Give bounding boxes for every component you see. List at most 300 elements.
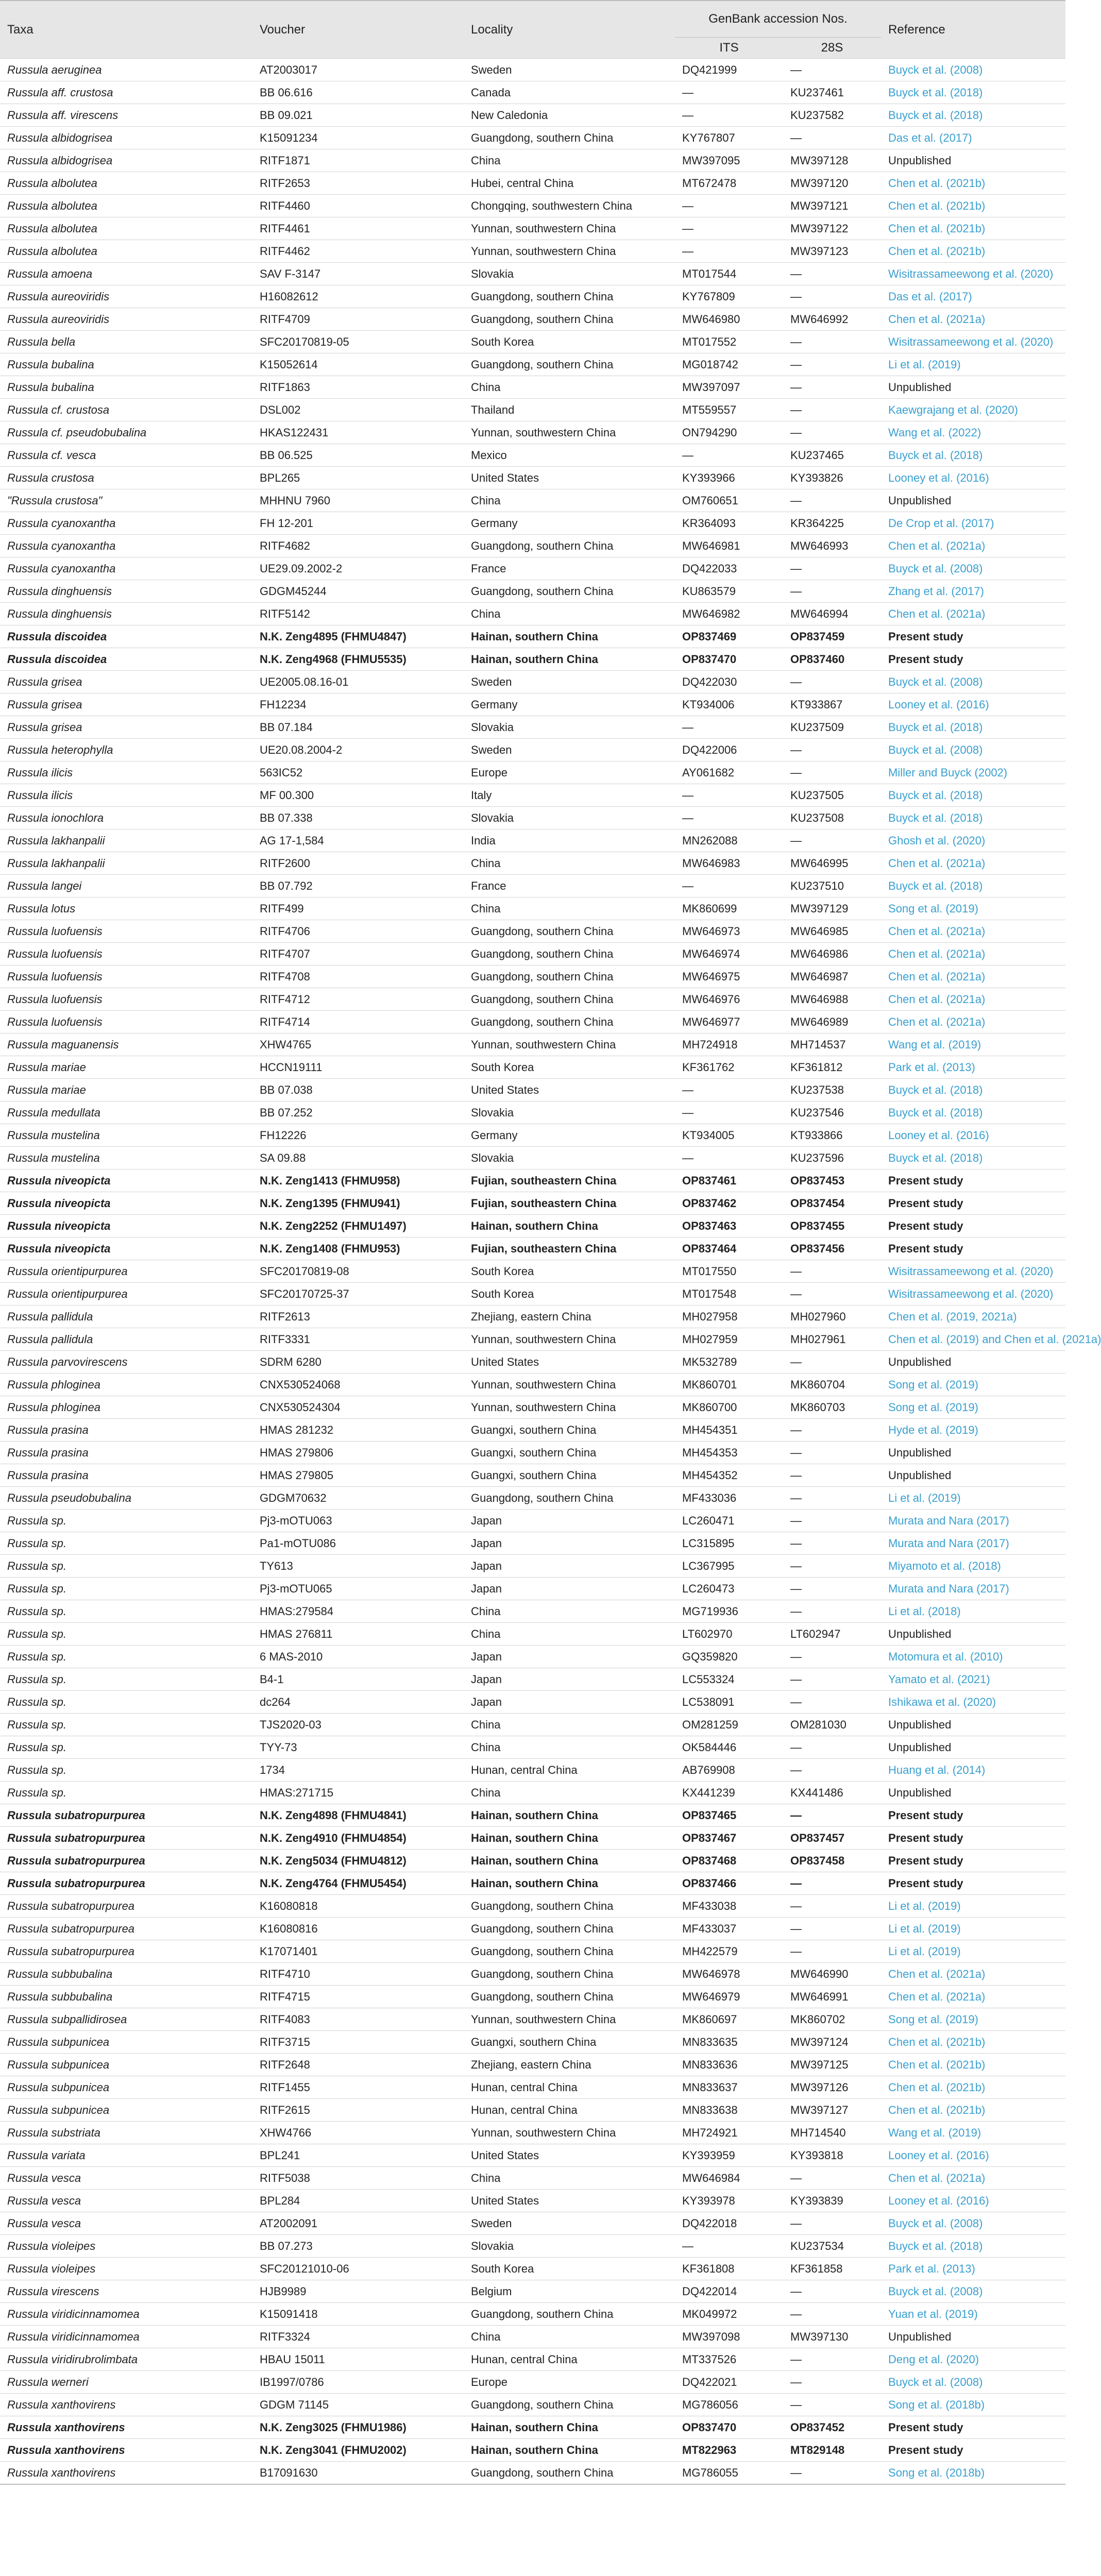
cell-reference[interactable]: Buyck et al. (2008) xyxy=(881,739,1065,761)
cell-28s: MH714540 xyxy=(783,2122,881,2144)
cell-taxon: Russula lakhanpalii xyxy=(0,829,252,852)
cell-reference[interactable]: Chen et al. (2021b) xyxy=(881,172,1065,195)
cell-taxon: Russula pallidula xyxy=(0,1306,252,1328)
cell-its: AY061682 xyxy=(675,761,783,784)
cell-locality: China xyxy=(464,376,675,399)
cell-28s: — xyxy=(783,1487,881,1510)
cell-voucher: RITF4682 xyxy=(252,535,464,557)
cell-locality: Zhejiang, eastern China xyxy=(464,2054,675,2076)
cell-reference[interactable]: Wisitrassameewong et al. (2020) xyxy=(881,331,1065,353)
cell-taxon: Russula mustelina xyxy=(0,1124,252,1147)
cell-voucher: 563IC52 xyxy=(252,761,464,784)
table-row xyxy=(0,81,1065,104)
cell-reference[interactable]: Buyck et al. (2018) xyxy=(881,81,1065,104)
cell-voucher: RITF4715 xyxy=(252,1986,464,2008)
cell-locality: Germany xyxy=(464,693,675,716)
cell-voucher: BB 07.038 xyxy=(252,1079,464,1101)
cell-28s: MH714537 xyxy=(783,1033,881,1056)
cell-locality: Hainan, southern China xyxy=(464,1850,675,1872)
cell-reference[interactable]: Chen et al. (2021b) xyxy=(881,2076,1065,2099)
cell-reference[interactable]: Buyck et al. (2018) xyxy=(881,1101,1065,1124)
cell-28s: — xyxy=(783,1600,881,1623)
table-row xyxy=(0,1260,1065,1283)
cell-its: AB769908 xyxy=(675,1759,783,1782)
cell-reference[interactable]: Ghosh et al. (2020) xyxy=(881,829,1065,852)
cell-locality: Slovakia xyxy=(464,1147,675,1170)
cell-reference[interactable]: Deng et al. (2020) xyxy=(881,2348,1065,2371)
cell-taxon: Russula sp. xyxy=(0,1578,252,1600)
cell-28s: MW397128 xyxy=(783,149,881,172)
cell-reference[interactable]: Looney et al. (2016) xyxy=(881,2190,1065,2212)
cell-reference[interactable]: Chen et al. (2021a) xyxy=(881,920,1065,943)
table-row xyxy=(0,1510,1065,1532)
cell-reference[interactable]: Chen et al. (2021a) xyxy=(881,852,1065,875)
cell-reference: Present study xyxy=(881,1827,1065,1850)
table-row xyxy=(0,2280,1065,2303)
cell-reference[interactable]: Song et al. (2018b) xyxy=(881,2394,1065,2416)
cell-reference[interactable]: Looney et al. (2016) xyxy=(881,693,1065,716)
cell-locality: China xyxy=(464,2167,675,2190)
cell-reference[interactable]: Buyck et al. (2018) xyxy=(881,1147,1065,1170)
cell-voucher: CNX530524068 xyxy=(252,1374,464,1396)
cell-28s: MW397126 xyxy=(783,2076,881,2099)
cell-28s: OP837458 xyxy=(783,1850,881,1872)
cell-taxon: Russula subpallidirosea xyxy=(0,2008,252,2031)
cell-its: MN833636 xyxy=(675,2054,783,2076)
cell-reference[interactable]: Chen et al. (2021a) xyxy=(881,535,1065,557)
cell-reference[interactable]: Chen et al. (2021a) xyxy=(881,308,1065,331)
cell-reference[interactable]: Wisitrassameewong et al. (2020) xyxy=(881,1260,1065,1283)
cell-locality: South Korea xyxy=(464,1260,675,1283)
cell-reference[interactable]: Buyck et al. (2008) xyxy=(881,557,1065,580)
cell-voucher: RITF1863 xyxy=(252,376,464,399)
table-row xyxy=(0,2099,1065,2122)
cell-voucher: SFC20170819-08 xyxy=(252,1260,464,1283)
cell-taxon: Russula grisea xyxy=(0,716,252,739)
cell-reference[interactable]: Chen et al. (2021b) xyxy=(881,2031,1065,2054)
cell-its: OP837470 xyxy=(675,2416,783,2439)
cell-voucher: UE20.08.2004-2 xyxy=(252,739,464,761)
cell-taxon: Russula mustelina xyxy=(0,1147,252,1170)
cell-reference[interactable]: Hyde et al. (2019) xyxy=(881,1419,1065,1442)
cell-voucher: RITF4709 xyxy=(252,308,464,331)
cell-reference[interactable]: Chen et al. (2021a) xyxy=(881,603,1065,625)
cell-locality: Chongqing, southwestern China xyxy=(464,195,675,217)
cell-voucher: N.K. Zeng4898 (FHMU4841) xyxy=(252,1804,464,1827)
cell-locality: Sweden xyxy=(464,739,675,761)
cell-reference[interactable]: Murata and Nara (2017) xyxy=(881,1578,1065,1600)
cell-its: OP837463 xyxy=(675,1215,783,1238)
cell-locality: Japan xyxy=(464,1668,675,1691)
cell-reference[interactable]: Chen et al. (2021b) xyxy=(881,195,1065,217)
cell-its: KX441239 xyxy=(675,1782,783,1804)
cell-its: MF433036 xyxy=(675,1487,783,1510)
cell-taxon: Russula albidogrisea xyxy=(0,127,252,149)
cell-voucher: BB 09.021 xyxy=(252,104,464,127)
cell-taxon: Russula viridirubrolimbata xyxy=(0,2348,252,2371)
cell-its: MH454352 xyxy=(675,1464,783,1487)
cell-reference[interactable]: Wang et al. (2022) xyxy=(881,421,1065,444)
cell-taxon: Russula viridicinnamomea xyxy=(0,2303,252,2326)
cell-its: — xyxy=(675,195,783,217)
cell-locality: China xyxy=(464,852,675,875)
cell-taxon: Russula sp. xyxy=(0,1759,252,1782)
cell-28s: KU237505 xyxy=(783,784,881,807)
cell-locality: China xyxy=(464,489,675,512)
cell-28s: KF361812 xyxy=(783,1056,881,1079)
cell-reference[interactable]: Buyck et al. (2018) xyxy=(881,444,1065,467)
cell-reference[interactable]: Song et al. (2019) xyxy=(881,1396,1065,1419)
cell-its: DQ422014 xyxy=(675,2280,783,2303)
cell-taxon: Russula heterophylla xyxy=(0,739,252,761)
cell-reference[interactable]: Park et al. (2013) xyxy=(881,1056,1065,1079)
cell-locality: China xyxy=(464,1714,675,1736)
cell-locality: China xyxy=(464,1600,675,1623)
cell-taxon: Russula niveopicta xyxy=(0,1170,252,1192)
cell-reference[interactable]: Li et al. (2019) xyxy=(881,1487,1065,1510)
table-row xyxy=(0,1532,1065,1555)
cell-28s: MW397123 xyxy=(783,240,881,263)
cell-voucher: RITF2648 xyxy=(252,2054,464,2076)
cell-voucher: SDRM 6280 xyxy=(252,1351,464,1374)
cell-reference[interactable]: Buyck et al. (2008) xyxy=(881,2280,1065,2303)
cell-reference[interactable]: Li et al. (2019) xyxy=(881,353,1065,376)
cell-28s: — xyxy=(783,1872,881,1895)
cell-voucher: HJB9989 xyxy=(252,2280,464,2303)
cell-voucher: HCCN19111 xyxy=(252,1056,464,1079)
cell-taxon: Russula vesca xyxy=(0,2167,252,2190)
cell-taxon: Russula niveopicta xyxy=(0,1192,252,1215)
cell-locality: France xyxy=(464,557,675,580)
cell-reference[interactable]: Buyck et al. (2008) xyxy=(881,671,1065,693)
cell-reference: Unpublished xyxy=(881,1351,1065,1374)
table-row xyxy=(0,376,1065,399)
cell-reference[interactable]: Chen et al. (2021a) xyxy=(881,1963,1065,1986)
cell-reference[interactable]: Kaewgrajang et al. (2020) xyxy=(881,399,1065,421)
cell-28s: — xyxy=(783,1759,881,1782)
cell-reference[interactable]: Buyck et al. (2008) xyxy=(881,2371,1065,2394)
cell-reference[interactable]: Chen et al. (2021b) xyxy=(881,217,1065,240)
cell-taxon: Russula mariae xyxy=(0,1056,252,1079)
cell-voucher: GDGM70632 xyxy=(252,1487,464,1510)
cell-reference[interactable]: Wang et al. (2019) xyxy=(881,2122,1065,2144)
table-row xyxy=(0,285,1065,308)
cell-taxon: Russula pallidula xyxy=(0,1328,252,1351)
table-row xyxy=(0,2031,1065,2054)
cell-28s: — xyxy=(783,285,881,308)
cell-reference[interactable]: Song et al. (2019) xyxy=(881,897,1065,920)
cell-reference[interactable]: Huang et al. (2014) xyxy=(881,1759,1065,1782)
cell-its: MT017552 xyxy=(675,331,783,353)
table-row xyxy=(0,1101,1065,1124)
table-row xyxy=(0,1646,1065,1668)
cell-locality: Guangdong, southern China xyxy=(464,580,675,603)
cell-voucher: RITF5142 xyxy=(252,603,464,625)
cell-28s: KU237465 xyxy=(783,444,881,467)
table-row xyxy=(0,1736,1065,1759)
cell-reference[interactable]: Chen et al. (2021b) xyxy=(881,240,1065,263)
cell-its: OP837465 xyxy=(675,1804,783,1827)
cell-reference[interactable]: Li et al. (2019) xyxy=(881,1940,1065,1963)
cell-28s: KX441486 xyxy=(783,1782,881,1804)
cell-its: MW646980 xyxy=(675,308,783,331)
cell-reference[interactable]: Chen et al. (2021a) xyxy=(881,1011,1065,1033)
table-row xyxy=(0,716,1065,739)
cell-taxon: Russula sp. xyxy=(0,1668,252,1691)
cell-reference[interactable]: Yuan et al. (2019) xyxy=(881,2303,1065,2326)
cell-taxon: Russula subbubalina xyxy=(0,1986,252,2008)
cell-reference[interactable]: Yamato et al. (2021) xyxy=(881,1668,1065,1691)
table-row xyxy=(0,2212,1065,2235)
cell-taxon: Russula subpunicea xyxy=(0,2076,252,2099)
cell-its: MK860699 xyxy=(675,897,783,920)
cell-reference[interactable]: Chen et al. (2019, 2021a) xyxy=(881,1306,1065,1328)
cell-reference[interactable]: Looney et al. (2016) xyxy=(881,467,1065,489)
cell-28s: MW646992 xyxy=(783,308,881,331)
cell-reference[interactable]: Das et al. (2017) xyxy=(881,127,1065,149)
cell-taxon: Russula cf. vesca xyxy=(0,444,252,467)
cell-taxon: Russula niveopicta xyxy=(0,1238,252,1260)
cell-its: MN262088 xyxy=(675,829,783,852)
cell-locality: Hunan, central China xyxy=(464,2348,675,2371)
cell-reference[interactable]: Murata and Nara (2017) xyxy=(881,1510,1065,1532)
cell-voucher: RITF4461 xyxy=(252,217,464,240)
table-row xyxy=(0,263,1065,285)
table-row xyxy=(0,2167,1065,2190)
cell-reference[interactable]: Zhang et al. (2017) xyxy=(881,580,1065,603)
cell-locality: South Korea xyxy=(464,1283,675,1306)
table-row xyxy=(0,625,1065,648)
cell-reference: Present study xyxy=(881,1804,1065,1827)
cell-reference: Present study xyxy=(881,1192,1065,1215)
cell-taxon: Russula sp. xyxy=(0,1510,252,1532)
cell-reference[interactable]: Buyck et al. (2008) xyxy=(881,59,1065,81)
cell-locality: Europe xyxy=(464,761,675,784)
cell-taxon: Russula luofuensis xyxy=(0,988,252,1011)
cell-28s: — xyxy=(783,739,881,761)
cell-reference[interactable]: Chen et al. (2021b) xyxy=(881,2099,1065,2122)
cell-voucher: BPL265 xyxy=(252,467,464,489)
cell-its: MT337526 xyxy=(675,2348,783,2371)
cell-its: — xyxy=(675,1101,783,1124)
cell-voucher: RITF4706 xyxy=(252,920,464,943)
cell-taxon: Russula phloginea xyxy=(0,1374,252,1396)
cell-reference[interactable]: Looney et al. (2016) xyxy=(881,1124,1065,1147)
cell-reference[interactable]: Song et al. (2019) xyxy=(881,2008,1065,2031)
cell-voucher: HMAS 276811 xyxy=(252,1623,464,1646)
cell-reference: Unpublished xyxy=(881,1782,1065,1804)
cell-reference[interactable]: Song et al. (2019) xyxy=(881,1374,1065,1396)
cell-voucher: RITF4460 xyxy=(252,195,464,217)
cell-28s: MW646993 xyxy=(783,535,881,557)
cell-28s: MK860704 xyxy=(783,1374,881,1396)
table-row xyxy=(0,1986,1065,2008)
cell-locality: Japan xyxy=(464,1555,675,1578)
cell-reference[interactable]: Looney et al. (2016) xyxy=(881,2144,1065,2167)
header-taxa: Taxa xyxy=(0,1,252,59)
cell-reference[interactable]: Wang et al. (2019) xyxy=(881,1033,1065,1056)
cell-taxon: Russula viridicinnamomea xyxy=(0,2326,252,2348)
cell-taxon: Russula grisea xyxy=(0,671,252,693)
cell-reference[interactable]: Wisitrassameewong et al. (2020) xyxy=(881,1283,1065,1306)
cell-locality: Guangdong, southern China xyxy=(464,965,675,988)
cell-locality: Guangdong, southern China xyxy=(464,1963,675,1986)
cell-its: OP837464 xyxy=(675,1238,783,1260)
cell-its: MT559557 xyxy=(675,399,783,421)
cell-reference[interactable]: Li et al. (2019) xyxy=(881,1918,1065,1940)
cell-locality: United States xyxy=(464,1079,675,1101)
header-reference: Reference xyxy=(881,1,1065,59)
cell-reference[interactable]: Li et al. (2019) xyxy=(881,1895,1065,1918)
cell-reference[interactable]: Buyck et al. (2018) xyxy=(881,807,1065,829)
cell-locality: Yunnan, southwestern China xyxy=(464,217,675,240)
cell-28s: OM281030 xyxy=(783,1714,881,1736)
cell-reference[interactable]: Chen et al. (2021b) xyxy=(881,2054,1065,2076)
header-voucher: Voucher xyxy=(252,1,464,59)
cell-locality: Guangdong, southern China xyxy=(464,1487,675,1510)
cell-reference[interactable]: Chen et al. (2021a) xyxy=(881,943,1065,965)
cell-28s: — xyxy=(783,59,881,81)
cell-voucher: dc264 xyxy=(252,1691,464,1714)
table-row xyxy=(0,1487,1065,1510)
cell-28s: — xyxy=(783,557,881,580)
cell-voucher: H16082612 xyxy=(252,285,464,308)
cell-voucher: N.K. Zeng4764 (FHMU5454) xyxy=(252,1872,464,1895)
cell-its: — xyxy=(675,1079,783,1101)
cell-reference[interactable]: Park et al. (2013) xyxy=(881,2258,1065,2280)
cell-reference[interactable]: Buyck et al. (2018) xyxy=(881,716,1065,739)
cell-reference[interactable]: Buyck et al. (2018) xyxy=(881,875,1065,897)
table-row xyxy=(0,1464,1065,1487)
cell-28s: — xyxy=(783,1464,881,1487)
cell-locality: Fujian, southeastern China xyxy=(464,1238,675,1260)
cell-its: KF361762 xyxy=(675,1056,783,1079)
cell-reference[interactable]: Chen et al. (2021a) xyxy=(881,988,1065,1011)
cell-reference[interactable]: Li et al. (2018) xyxy=(881,1600,1065,1623)
cell-28s: KY393839 xyxy=(783,2190,881,2212)
cell-reference[interactable]: Buyck et al. (2008) xyxy=(881,2212,1065,2235)
cell-reference[interactable]: Miyamoto et al. (2018) xyxy=(881,1555,1065,1578)
cell-reference: Present study xyxy=(881,2439,1065,2462)
cell-taxon: Russula violeipes xyxy=(0,2235,252,2258)
cell-taxon: Russula cf. crustosa xyxy=(0,399,252,421)
cell-its: MW397098 xyxy=(675,2326,783,2348)
table-row xyxy=(0,217,1065,240)
cell-taxon: Russula langei xyxy=(0,875,252,897)
cell-taxon: Russula cyanoxantha xyxy=(0,512,252,535)
cell-reference: Present study xyxy=(881,1850,1065,1872)
cell-28s: — xyxy=(783,1578,881,1600)
cell-its: — xyxy=(675,807,783,829)
cell-28s: MW397130 xyxy=(783,2326,881,2348)
cell-reference[interactable]: Chen et al. (2021a) xyxy=(881,965,1065,988)
cell-taxon: Russula maguanensis xyxy=(0,1033,252,1056)
cell-28s: MW397124 xyxy=(783,2031,881,2054)
cell-reference[interactable]: Song et al. (2018b) xyxy=(881,2462,1065,2485)
cell-reference[interactable]: Buyck et al. (2018) xyxy=(881,104,1065,127)
cell-voucher: AG 17-1,584 xyxy=(252,829,464,852)
cell-voucher: FH12226 xyxy=(252,1124,464,1147)
cell-28s: — xyxy=(783,1555,881,1578)
table-row xyxy=(0,1419,1065,1442)
cell-voucher: CNX530524304 xyxy=(252,1396,464,1419)
cell-28s: — xyxy=(783,127,881,149)
cell-locality: China xyxy=(464,1736,675,1759)
table-row xyxy=(0,1850,1065,1872)
cell-taxon: Russula sp. xyxy=(0,1646,252,1668)
cell-voucher: SFC20170725-37 xyxy=(252,1283,464,1306)
cell-reference[interactable]: Buyck et al. (2018) xyxy=(881,2235,1065,2258)
cell-28s: MW397125 xyxy=(783,2054,881,2076)
table-row xyxy=(0,2122,1065,2144)
cell-voucher: RITF3324 xyxy=(252,2326,464,2348)
table-row xyxy=(0,59,1065,81)
cell-reference[interactable]: Murata and Nara (2017) xyxy=(881,1532,1065,1555)
table-row xyxy=(0,331,1065,353)
cell-locality: Guangdong, southern China xyxy=(464,988,675,1011)
cell-28s: — xyxy=(783,1668,881,1691)
cell-locality: Guangxi, southern China xyxy=(464,1442,675,1464)
cell-locality: South Korea xyxy=(464,331,675,353)
cell-locality: Guangdong, southern China xyxy=(464,285,675,308)
cell-28s: MW646991 xyxy=(783,1986,881,2008)
cell-reference[interactable]: Das et al. (2017) xyxy=(881,285,1065,308)
cell-reference[interactable]: Buyck et al. (2018) xyxy=(881,1079,1065,1101)
cell-taxon: Russula subpunicea xyxy=(0,2031,252,2054)
cell-28s: MW646986 xyxy=(783,943,881,965)
cell-voucher: N.K. Zeng3041 (FHMU2002) xyxy=(252,2439,464,2462)
cell-reference[interactable]: Ishikawa et al. (2020) xyxy=(881,1691,1065,1714)
cell-reference[interactable]: Chen et al. (2021a) xyxy=(881,1986,1065,2008)
cell-taxon: Russula sp. xyxy=(0,1555,252,1578)
cell-reference[interactable]: Wisitrassameewong et al. (2020) xyxy=(881,263,1065,285)
cell-voucher: HMAS 279805 xyxy=(252,1464,464,1487)
cell-reference[interactable]: Motomura et al. (2010) xyxy=(881,1646,1065,1668)
cell-taxon: Russula discoidea xyxy=(0,648,252,671)
cell-locality: Hainan, southern China xyxy=(464,1215,675,1238)
cell-voucher: BB 07.792 xyxy=(252,875,464,897)
cell-its: OP837468 xyxy=(675,1850,783,1872)
table-row xyxy=(0,489,1065,512)
cell-reference[interactable]: Miller and Buyck (2002) xyxy=(881,761,1065,784)
cell-reference[interactable]: Chen et al. (2021a) xyxy=(881,2167,1065,2190)
cell-its: MW646978 xyxy=(675,1963,783,1986)
cell-its: KR364093 xyxy=(675,512,783,535)
cell-taxon: Russula orientipurpurea xyxy=(0,1260,252,1283)
table-body xyxy=(0,59,1101,2485)
cell-reference[interactable]: Chen et al. (2019) and Chen et al. (2021a) xyxy=(881,1328,1065,1351)
cell-locality: Hainan, southern China xyxy=(464,1804,675,1827)
cell-28s: KU237509 xyxy=(783,716,881,739)
table-row xyxy=(0,784,1065,807)
cell-28s: — xyxy=(783,1691,881,1714)
cell-taxon: Russula subbubalina xyxy=(0,1963,252,1986)
cell-reference[interactable]: Buyck et al. (2018) xyxy=(881,784,1065,807)
cell-its: MN833635 xyxy=(675,2031,783,2054)
cell-locality: Germany xyxy=(464,1124,675,1147)
cell-reference[interactable]: De Crop et al. (2017) xyxy=(881,512,1065,535)
cell-taxon: Russula cf. pseudobubalina xyxy=(0,421,252,444)
cell-locality: South Korea xyxy=(464,1056,675,1079)
cell-its: KU863579 xyxy=(675,580,783,603)
cell-taxon: Russula grisea xyxy=(0,693,252,716)
cell-voucher: N.K. Zeng3025 (FHMU1986) xyxy=(252,2416,464,2439)
cell-voucher: XHW4765 xyxy=(252,1033,464,1056)
cell-its: — xyxy=(675,875,783,897)
cell-voucher: RITF4710 xyxy=(252,1963,464,1986)
cell-locality: Canada xyxy=(464,81,675,104)
cell-voucher: N.K. Zeng2252 (FHMU1497) xyxy=(252,1215,464,1238)
